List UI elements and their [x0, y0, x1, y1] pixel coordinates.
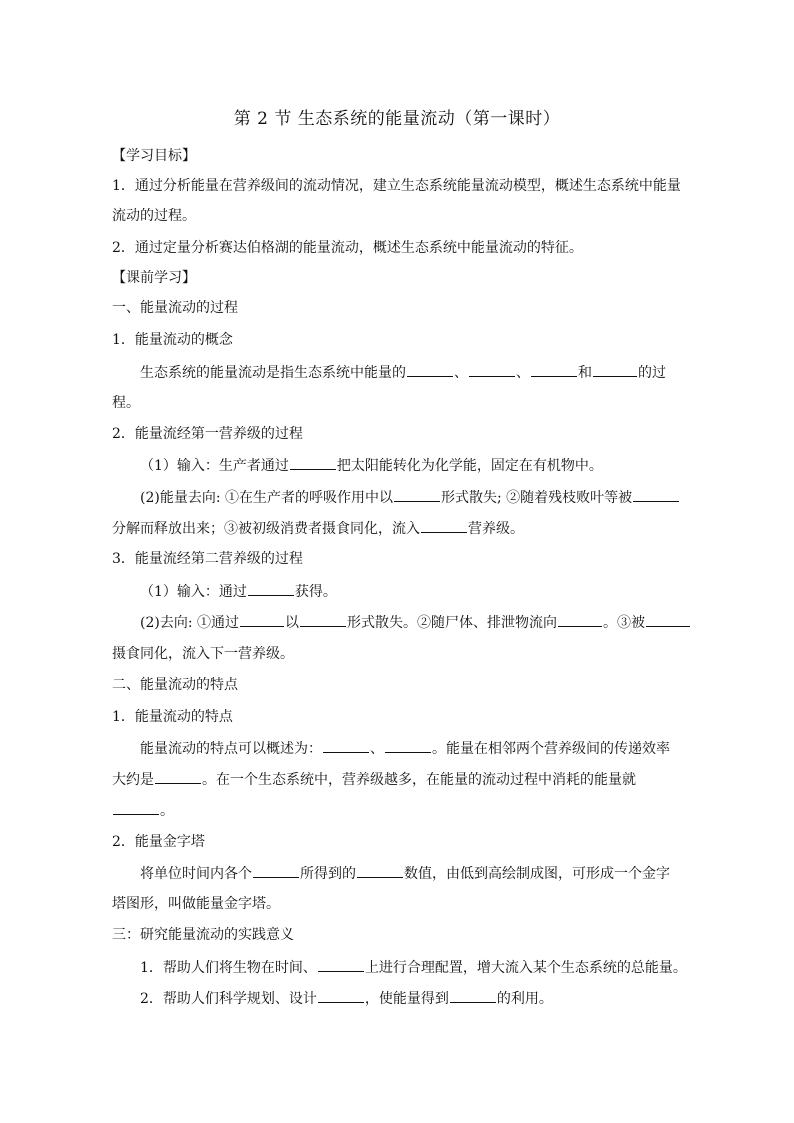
fill-blank[interactable]	[394, 487, 440, 502]
first-level-heading: 2．能量流经第一营养级的过程	[112, 426, 303, 442]
text: 所得到的	[300, 866, 356, 882]
text: （1）输入：生产者通过	[140, 458, 289, 474]
text: (2)去向: ①通过	[140, 615, 239, 631]
goal-item-1a: 1．通过分析能量在营养级间的流动情况，建立生态系统能量流动模型，概述生态系统中能量	[112, 178, 681, 194]
features-line-2	[112, 769, 636, 790]
pyramid-line-1	[140, 863, 670, 884]
goals-heading: 【学习目标】	[112, 148, 196, 164]
text: 能量流动的特点可以概述为：	[140, 741, 322, 757]
text: 以	[285, 615, 299, 631]
fill-blank[interactable]	[646, 612, 690, 627]
fill-blank[interactable]	[407, 362, 453, 377]
features-line-1	[140, 738, 670, 759]
fill-blank[interactable]	[558, 612, 602, 627]
text: 形式散失; ②随着残枝败叶等被	[441, 490, 633, 506]
pyramid-line-2: 塔图形，叫做能量金字塔。	[112, 896, 280, 912]
goal-item-1b: 流动的过程。	[112, 208, 196, 224]
second-level-line-2	[140, 612, 691, 633]
text: 形式散失。②随尸体、排泄物流向	[347, 615, 557, 631]
fill-blank[interactable]	[318, 957, 364, 972]
features-heading: 1．能量流动的特点	[112, 709, 233, 725]
text: 的利用。	[496, 991, 553, 1007]
goal-item-2: 2．通过定量分析赛达伯格湖的能量流动，概述生态系统中能量流动的特征。	[112, 240, 583, 256]
section-1-heading: 一、能量流动的过程	[112, 300, 238, 316]
second-level-line-1	[140, 581, 337, 602]
fill-blank[interactable]	[450, 988, 496, 1003]
section-2-heading: 二、能量流动的特点	[112, 677, 238, 693]
first-level-line-1	[140, 455, 603, 476]
fill-blank[interactable]	[469, 362, 515, 377]
features-line-3	[112, 800, 174, 821]
text: 把太阳能转化为化学能，固定在有机物中。	[336, 458, 603, 474]
fill-blank[interactable]	[323, 738, 369, 753]
fill-blank[interactable]	[113, 800, 159, 815]
fill-blank[interactable]	[253, 863, 299, 878]
text: 营养级。	[468, 521, 524, 537]
text: 大约是	[112, 772, 154, 788]
first-level-line-3	[112, 518, 524, 539]
text: （1）输入：通过	[140, 584, 247, 600]
second-level-line-3: 摄食同化，流入下一营养级。	[112, 646, 294, 662]
text: 将单位时间内各个	[140, 866, 252, 882]
text: 的过	[638, 365, 666, 381]
fill-blank[interactable]	[155, 769, 201, 784]
text: 生态系统的能量流动是指生态系统中能量的	[140, 365, 406, 381]
text: ，使能量得到	[364, 991, 449, 1007]
fill-blank[interactable]	[318, 988, 364, 1003]
text: 、	[370, 741, 384, 757]
fill-blank[interactable]	[593, 362, 637, 377]
first-level-line-2	[140, 487, 680, 508]
text: 。③被	[603, 615, 645, 631]
text: 1．帮助人们将生物在时间、	[140, 960, 317, 976]
text: 上进行合理配置，增大流入某个生态系统的总能量。	[364, 960, 687, 976]
text: 。能量在相邻两个营养级间的传递效率	[432, 741, 670, 757]
fill-blank[interactable]	[357, 863, 403, 878]
text: 分解而释放出来；③被初级消费者摄食同化，流入	[112, 521, 420, 537]
concept-line-2: 程。	[112, 395, 140, 411]
text: 2．帮助人们科学规划、设计	[140, 991, 317, 1007]
concept-line-1	[140, 362, 666, 383]
second-level-heading: 3．能量流经第二营养级的过程	[112, 551, 303, 567]
text: 获得。	[294, 584, 337, 600]
text: 和	[578, 365, 592, 381]
text: 数值，由低到高绘制成图，可形成一个金字	[404, 866, 670, 882]
text: (2)能量去向: ①在生产者的呼吸作用中以	[140, 490, 393, 506]
fill-blank[interactable]	[633, 487, 679, 502]
text: 、	[454, 365, 468, 381]
fill-blank[interactable]	[290, 455, 336, 470]
text: 。	[160, 803, 174, 819]
fill-blank[interactable]	[240, 612, 284, 627]
pyramid-heading: 2．能量金字塔	[112, 834, 205, 850]
page-title: 第 2 节 生态系统的能量流动（第一课时）	[233, 109, 561, 129]
fill-blank[interactable]	[385, 738, 431, 753]
practice-line-2	[140, 988, 553, 1009]
practice-line-1	[140, 957, 687, 978]
text: 、	[516, 365, 530, 381]
section-3-heading: 三：研究能量流动的实践意义	[112, 927, 294, 943]
fill-blank[interactable]	[248, 581, 294, 596]
fill-blank[interactable]	[531, 362, 577, 377]
fill-blank[interactable]	[300, 612, 346, 627]
preview-heading: 【课前学习】	[112, 270, 196, 286]
fill-blank[interactable]	[421, 518, 467, 533]
concept-heading: 1．能量流动的概念	[112, 332, 233, 348]
text: 。在一个生态系统中，营养级越多，在能量的流动过程中消耗的能量就	[202, 772, 636, 788]
